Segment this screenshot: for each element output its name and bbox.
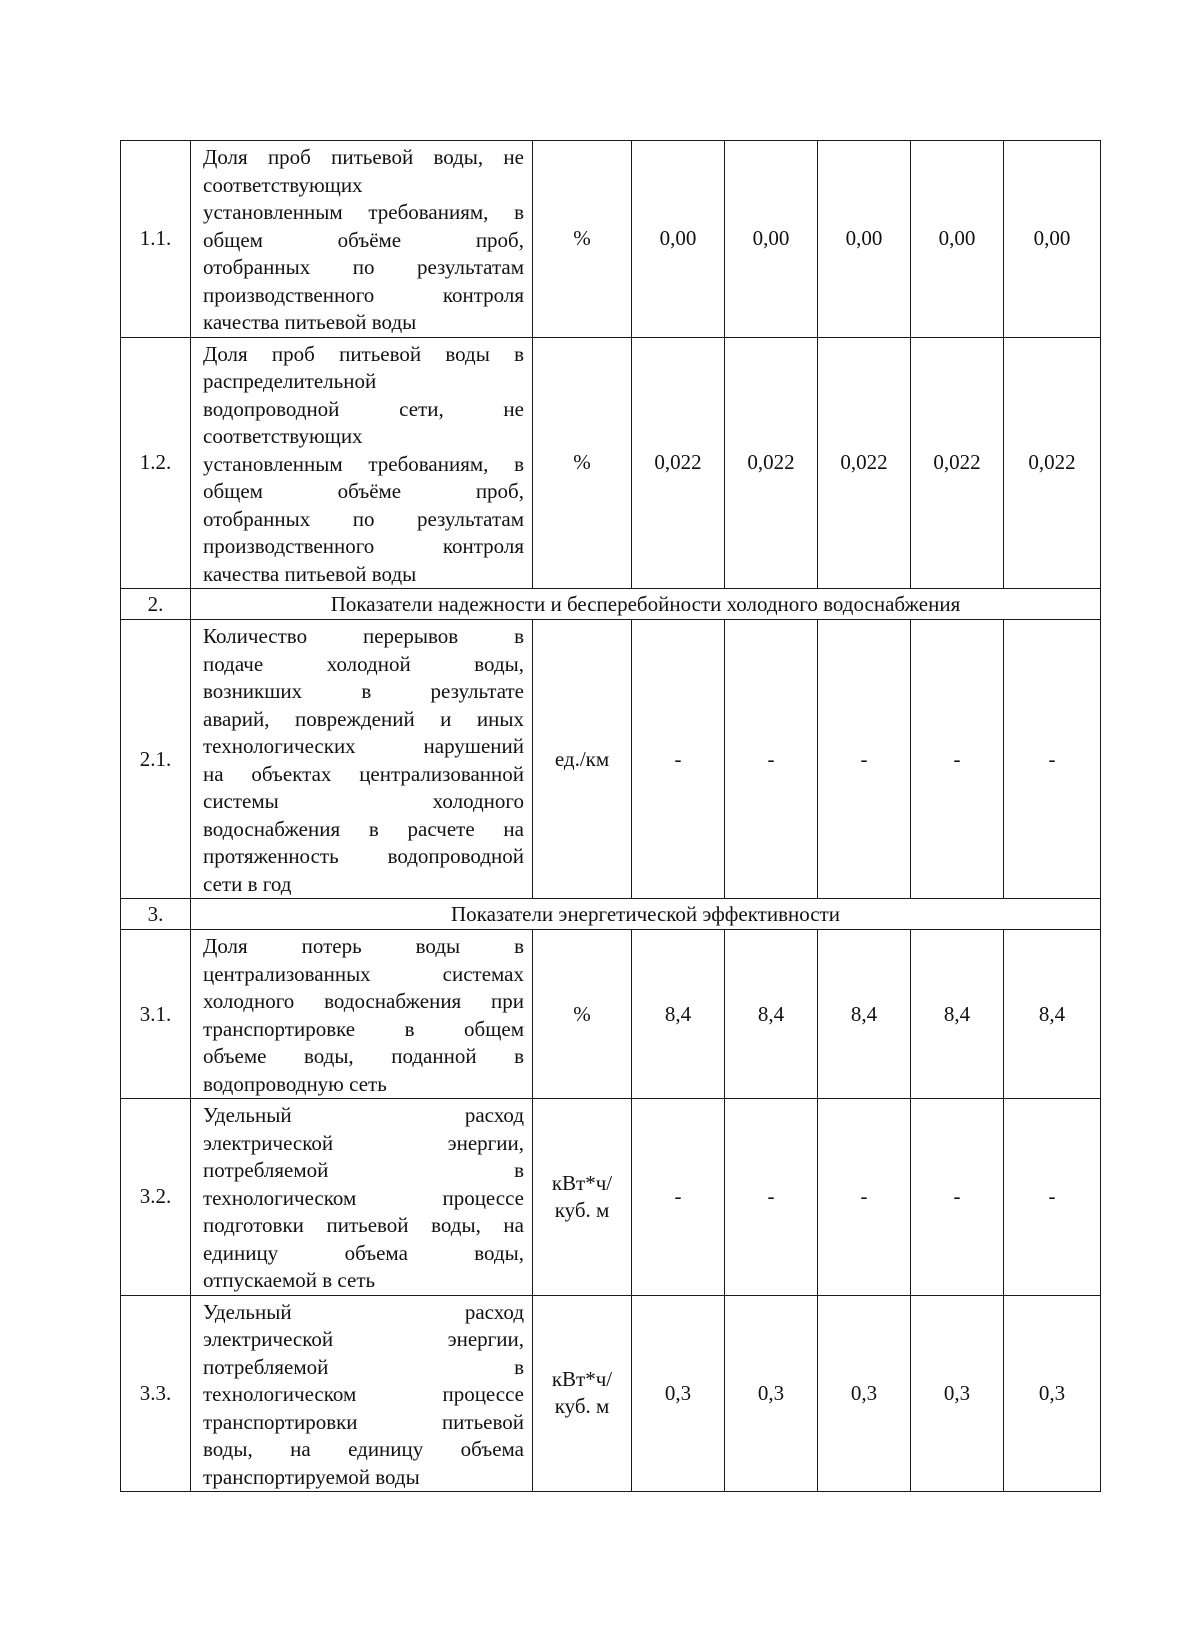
description-line: качества питьевой воды [203, 310, 417, 334]
value-cell: 0,022 [818, 337, 911, 589]
value-cell: 0,00 [725, 141, 818, 338]
description-line: водопроводную сеть [203, 1071, 387, 1096]
table-row [121, 141, 1101, 338]
table-row [121, 930, 1101, 1099]
description-line: водопроводной сети, не [203, 396, 524, 421]
description-line: транспортируемой воды [203, 1464, 420, 1489]
value-cell: 0,00 [911, 141, 1004, 338]
value-cell: 0,3 [911, 1295, 1004, 1492]
section-row [121, 899, 1101, 930]
table-row [121, 1295, 1101, 1492]
description-line: потребляемой в [203, 1158, 524, 1182]
description-line: возникших в результате [203, 679, 524, 703]
description-line: электрической энергии, [203, 1327, 524, 1351]
unit-cell: % [533, 337, 632, 589]
description-line: централизованных системах [203, 961, 524, 986]
value-cell: - [818, 1099, 911, 1296]
section-title: Показатели энергетической эффективности [191, 899, 1101, 930]
description-line: общем объёме проб, [203, 227, 524, 252]
value-cell: 8,4 [725, 930, 818, 1099]
value-cell: 8,4 [1004, 930, 1101, 1099]
value-cell: - [632, 1099, 725, 1296]
row-number: 2.1. [121, 620, 191, 899]
description-line: транспортировки питьевой [203, 1409, 524, 1434]
description-line: единицу объема воды, [203, 1240, 524, 1265]
description-line: объеме воды, поданной в [203, 1044, 524, 1068]
description-line: Удельный расход [203, 1299, 524, 1324]
description-line: технологическом процессе [203, 1185, 524, 1210]
row-number: 1.1. [121, 141, 191, 338]
unit-cell: % [533, 930, 632, 1099]
value-cell: 0,00 [818, 141, 911, 338]
description-line: водоснабжения в расчете на [203, 816, 524, 841]
description-line: Удельный расход [203, 1103, 524, 1127]
description-line: распределительной [203, 369, 377, 393]
indicator-description [191, 1295, 533, 1492]
value-cell: 0,00 [1004, 141, 1101, 338]
description-line: качества питьевой воды [203, 561, 417, 586]
value-cell: - [818, 620, 911, 899]
unit-cell: % [533, 141, 632, 338]
value-cell: 0,3 [1004, 1295, 1101, 1492]
table-body [121, 141, 1101, 1492]
indicators-table [120, 140, 1101, 1492]
description-line: подаче холодной воды, [203, 651, 524, 676]
section-row [121, 589, 1101, 620]
description-line: общем объёме проб, [203, 479, 524, 503]
description-line: производственного контроля [203, 534, 524, 558]
table-row [121, 337, 1101, 589]
value-cell: 8,4 [911, 930, 1004, 1099]
description-line: протяженность водопроводной [203, 844, 524, 868]
description-line: отобранных по результатам [203, 506, 524, 531]
value-cell: 8,4 [632, 930, 725, 1099]
value-cell: - [911, 1099, 1004, 1296]
description-line: воды, на единицу объема [203, 1437, 524, 1461]
description-line: сети в год [203, 871, 292, 896]
description-line: технологических нарушений [203, 734, 524, 758]
description-line: технологическом процессе [203, 1382, 524, 1406]
description-line: Доля проб питьевой воды, не [203, 145, 524, 169]
description-line: холодного водоснабжения при [203, 989, 524, 1013]
description-line: потребляемой в [203, 1354, 524, 1379]
indicator-description [191, 930, 533, 1099]
indicator-description [191, 620, 533, 899]
row-number: 3.3. [121, 1295, 191, 1492]
indicator-description [191, 141, 533, 338]
description-line: Количество перерывов в [203, 624, 524, 648]
row-number: 1.2. [121, 337, 191, 589]
value-cell: 0,022 [632, 337, 725, 589]
value-cell: 0,022 [725, 337, 818, 589]
value-cell: 8,4 [818, 930, 911, 1099]
description-line: производственного контроля [203, 282, 524, 307]
value-cell: 0,3 [725, 1295, 818, 1492]
description-line: отобранных по результатам [203, 255, 524, 279]
value-cell: 0,3 [818, 1295, 911, 1492]
row-number: 3. [121, 899, 191, 930]
description-line: установленным требованиям, в [203, 200, 524, 224]
description-line: Доля проб питьевой воды в [203, 341, 524, 366]
description-line: отпускаемой в сеть [203, 1268, 376, 1292]
value-cell: 0,3 [632, 1295, 725, 1492]
description-line: аварий, повреждений и иных [203, 706, 524, 731]
value-cell: - [911, 620, 1004, 899]
value-cell: - [632, 620, 725, 899]
indicator-description [191, 337, 533, 589]
value-cell: - [1004, 1099, 1101, 1296]
table-row [121, 620, 1101, 899]
unit-cell: кВт*ч/ куб. м [533, 1099, 632, 1296]
value-cell: - [725, 620, 818, 899]
description-line: соответствующих [203, 424, 363, 448]
description-line: установленным требованиям, в [203, 451, 524, 476]
row-number: 3.2. [121, 1099, 191, 1296]
description-line: подготовки питьевой воды, на [203, 1213, 524, 1237]
value-cell: 0,022 [1004, 337, 1101, 589]
description-line: Доля потерь воды в [203, 934, 524, 958]
section-title: Показатели надежности и бесперебойности холодного водоснабжения [191, 589, 1101, 620]
description-line: системы холодного [203, 789, 524, 813]
description-line: на объектах централизованной [203, 761, 524, 786]
indicator-description [191, 1099, 533, 1296]
description-line: соответствующих [203, 172, 363, 197]
value-cell: 0,00 [632, 141, 725, 338]
table-row [121, 1099, 1101, 1296]
value-cell: - [725, 1099, 818, 1296]
unit-cell: кВт*ч/ куб. м [533, 1295, 632, 1492]
row-number: 3.1. [121, 930, 191, 1099]
row-number: 2. [121, 589, 191, 620]
description-line: электрической энергии, [203, 1130, 524, 1155]
value-cell: - [1004, 620, 1101, 899]
description-line: транспортировке в общем [203, 1016, 524, 1041]
unit-cell: ед./км [533, 620, 632, 899]
value-cell: 0,022 [911, 337, 1004, 589]
